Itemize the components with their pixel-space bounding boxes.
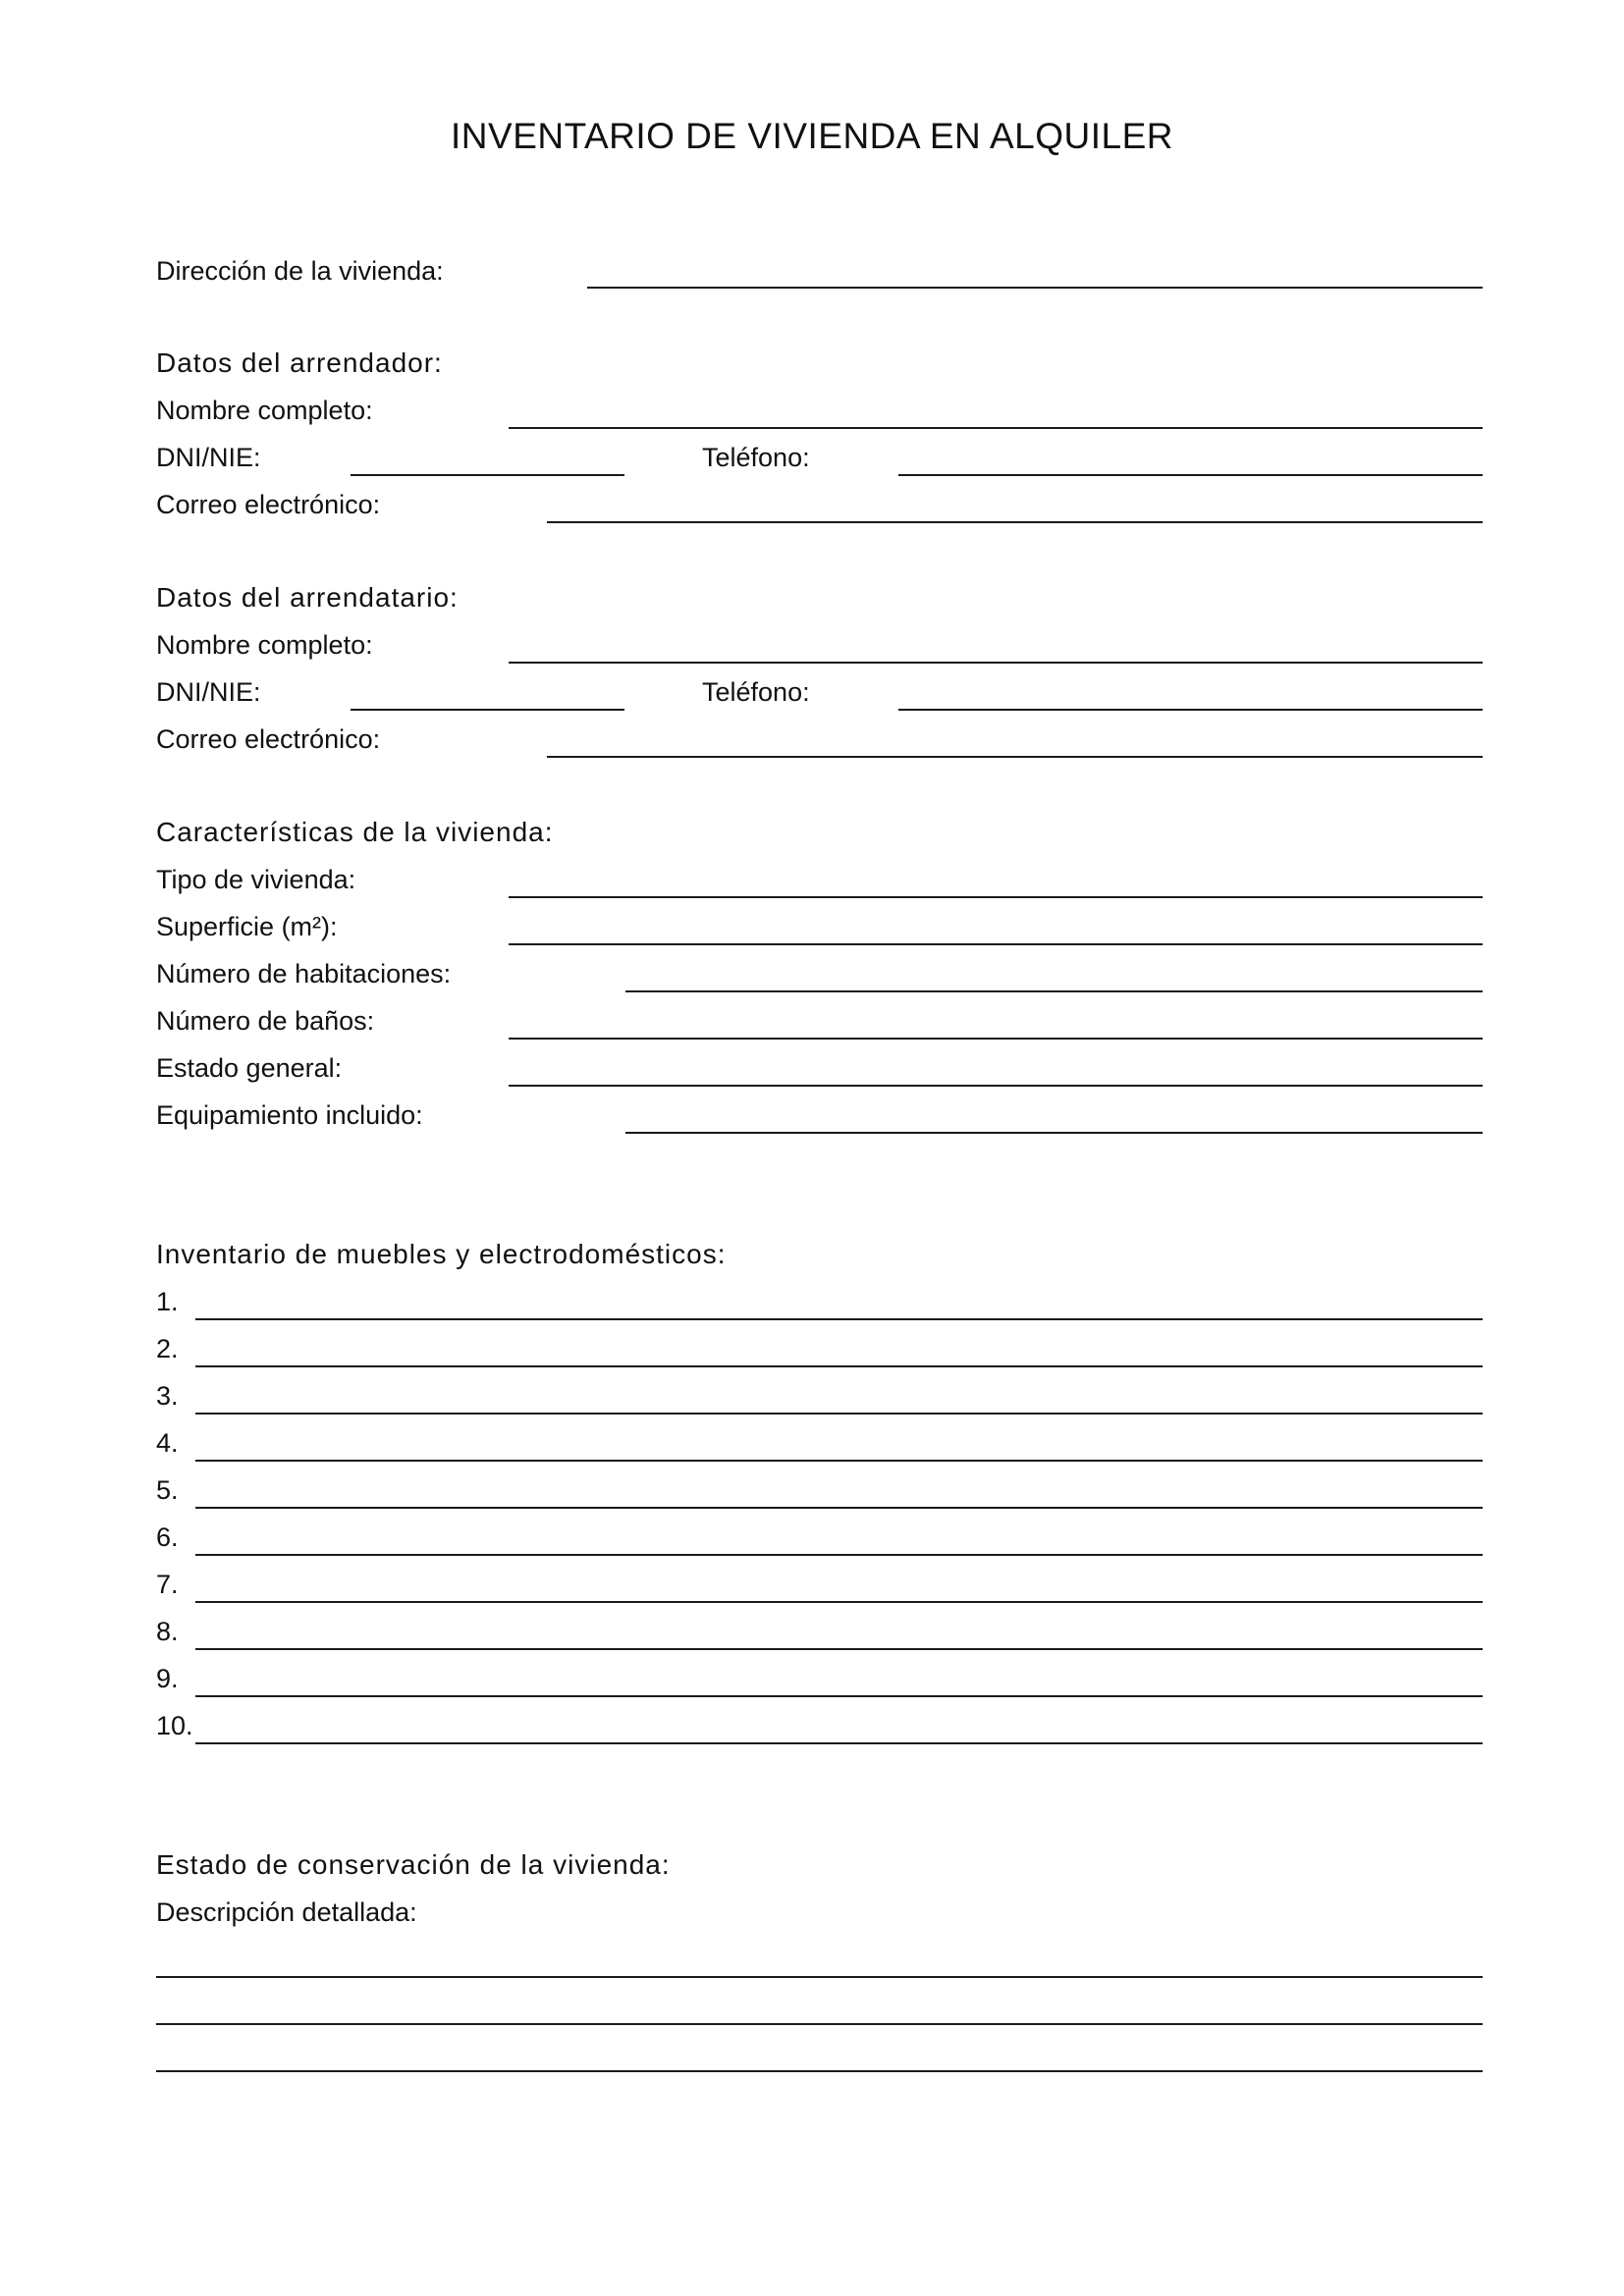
features-heading: Características de la vivienda: — [156, 817, 554, 847]
inventory-item-field[interactable] — [195, 1460, 1483, 1462]
landlord-name-label: Nombre completo: — [156, 396, 373, 425]
inventory-item-number: 10. — [156, 1711, 193, 1740]
inventory-item-number: 9. — [156, 1664, 179, 1693]
tenant-id-label: DNI/NIE: — [156, 677, 261, 707]
general-state-field[interactable] — [509, 1085, 1483, 1087]
inventory-item-field[interactable] — [195, 1601, 1483, 1603]
inventory-item-number: 4. — [156, 1428, 179, 1458]
conservation-heading: Estado de conservación de la vivienda: — [156, 1849, 671, 1880]
description-field-line[interactable] — [156, 1976, 1483, 1978]
area-label: Superficie (m²): — [156, 912, 338, 941]
landlord-email-field[interactable] — [547, 521, 1483, 523]
inventory-item-field[interactable] — [195, 1648, 1483, 1650]
landlord-email-label: Correo electrónico: — [156, 490, 381, 519]
landlord-heading: Datos del arrendador: — [156, 347, 443, 378]
document-title: INVENTARIO DE VIVIENDA EN ALQUILER — [451, 116, 1173, 156]
inventory-item-number: 7. — [156, 1570, 179, 1599]
tenant-id-field[interactable] — [351, 709, 624, 711]
housing-type-field[interactable] — [509, 896, 1483, 898]
inventory-item-number: 3. — [156, 1381, 179, 1411]
tenant-phone-label: Teléfono: — [702, 677, 810, 707]
inventory-item-field[interactable] — [195, 1507, 1483, 1509]
tenant-phone-field[interactable] — [898, 709, 1483, 711]
inventory-item-number: 6. — [156, 1522, 179, 1552]
bathrooms-label: Número de baños: — [156, 1006, 375, 1036]
address-field[interactable] — [587, 287, 1483, 289]
equipment-field[interactable] — [625, 1132, 1483, 1134]
description-field-line[interactable] — [156, 2023, 1483, 2025]
landlord-phone-label: Teléfono: — [702, 443, 810, 472]
tenant-name-label: Nombre completo: — [156, 630, 373, 660]
inventory-item-field[interactable] — [195, 1554, 1483, 1556]
inventory-item-field[interactable] — [195, 1413, 1483, 1415]
inventory-item-field[interactable] — [195, 1695, 1483, 1697]
description-label: Descripción detallada: — [156, 1897, 417, 1927]
bathrooms-field[interactable] — [509, 1038, 1483, 1040]
landlord-id-label: DNI/NIE: — [156, 443, 261, 472]
inventory-item-field[interactable] — [195, 1742, 1483, 1744]
address-label: Dirección de la vivienda: — [156, 256, 444, 286]
inventory-heading: Inventario de muebles y electrodomésticos: — [156, 1239, 727, 1269]
inventory-item-number: 1. — [156, 1287, 179, 1316]
equipment-label: Equipamiento incluido: — [156, 1100, 423, 1130]
tenant-heading: Datos del arrendatario: — [156, 582, 459, 613]
housing-type-label: Tipo de vivienda: — [156, 865, 356, 894]
rooms-field[interactable] — [625, 990, 1483, 992]
tenant-name-field[interactable] — [509, 662, 1483, 664]
general-state-label: Estado general: — [156, 1053, 343, 1083]
description-field-line[interactable] — [156, 2070, 1483, 2072]
landlord-id-field[interactable] — [351, 474, 624, 476]
landlord-phone-field[interactable] — [898, 474, 1483, 476]
inventory-item-number: 5. — [156, 1475, 179, 1505]
rooms-label: Número de habitaciones: — [156, 959, 452, 988]
area-field[interactable] — [509, 943, 1483, 945]
landlord-name-field[interactable] — [509, 427, 1483, 429]
inventory-item-field[interactable] — [195, 1318, 1483, 1320]
inventory-item-field[interactable] — [195, 1365, 1483, 1367]
tenant-email-label: Correo electrónico: — [156, 724, 381, 754]
tenant-email-field[interactable] — [547, 756, 1483, 758]
inventory-item-number: 8. — [156, 1617, 179, 1646]
inventory-item-number: 2. — [156, 1334, 179, 1363]
